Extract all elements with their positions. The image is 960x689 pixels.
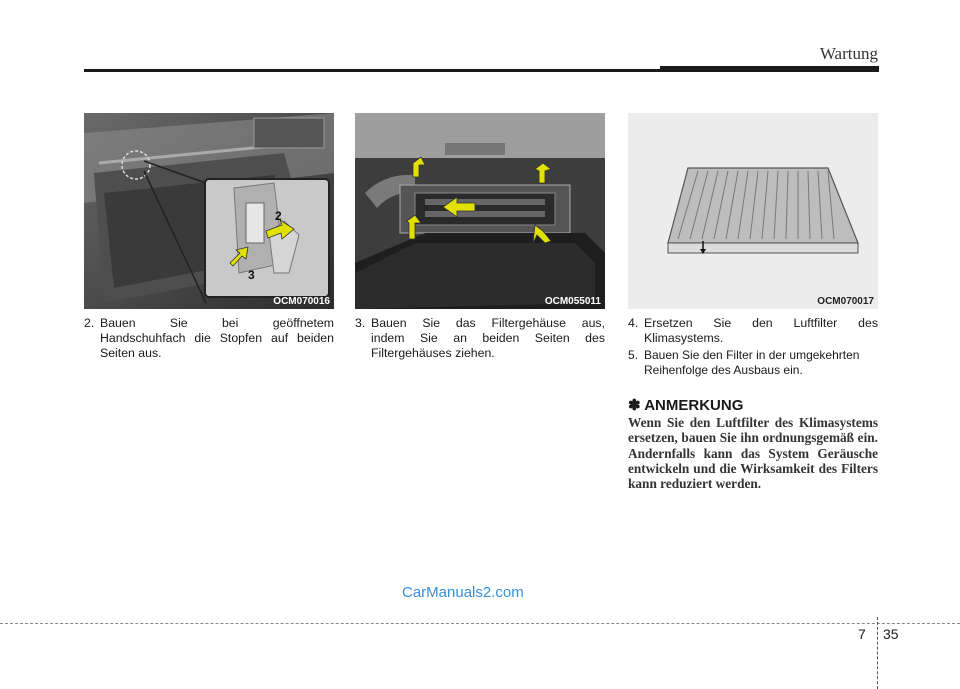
header-rule-accent [660, 66, 879, 72]
step-text-first: Bauen Sie den Filter in der umgekehrten [644, 348, 860, 362]
watermark-link[interactable]: CarManuals2.com [402, 584, 524, 601]
step-5 [628, 348, 878, 378]
figure-code: OCM070016 [273, 296, 330, 307]
glovebox-illustration [84, 113, 334, 309]
note-body: Wenn Sie den Luftfilter des Klimasystems ersetzen, bauen Sie ihn ordnungsgemäß ein. Andernfalls kann das System Geräusche entwickeln und die Wirksamkeit des Filters kann reduziert werden. [628, 415, 878, 492]
chapter-number: 7 [858, 626, 866, 642]
figure-glovebox [84, 113, 334, 309]
step-2 [84, 316, 334, 361]
callout-3: 3 [248, 268, 255, 282]
figure-air-filter [628, 113, 878, 309]
step-text-rest: Reihenfolge des Ausbaus ein. [644, 363, 803, 377]
step-text-rest: indem Sie an beiden Seiten des Filtergehäuses ziehen. [371, 331, 605, 360]
figure-filter-housing [355, 113, 605, 309]
filter-housing-illustration [355, 113, 605, 309]
callout-2: 2 [275, 209, 282, 223]
step-text-first: Ersetzen Sie den Luftfilter des [644, 316, 878, 330]
note-heading [628, 396, 743, 414]
step-text-first: Bauen Sie bei geöffnetem [100, 316, 334, 330]
section-title: Wartung [819, 44, 878, 63]
step-3 [355, 316, 605, 361]
step-text-first: Bauen Sie das Filtergehäuse aus, [371, 316, 605, 330]
step-number: 4. [628, 316, 639, 330]
step-number: 5. [628, 348, 639, 362]
note-symbol-icon: ✽ [628, 397, 641, 414]
air-filter-illustration [628, 113, 878, 309]
step-text-rest: Handschuhfach die Stopfen auf beiden Seiten aus. [100, 331, 334, 360]
figure-code: OCM070017 [817, 296, 874, 307]
footer-vertical-rule [877, 617, 878, 689]
step-number: 3. [355, 316, 366, 330]
footer-dashed-rule [0, 623, 960, 624]
step-number: 2. [84, 316, 95, 330]
step-4 [628, 316, 878, 346]
page-number: 35 [883, 626, 899, 642]
note-heading-text: ANMERKUNG [644, 397, 744, 414]
step-text-rest: Klimasystems. [644, 331, 724, 345]
figure-code: OCM055011 [544, 296, 601, 307]
